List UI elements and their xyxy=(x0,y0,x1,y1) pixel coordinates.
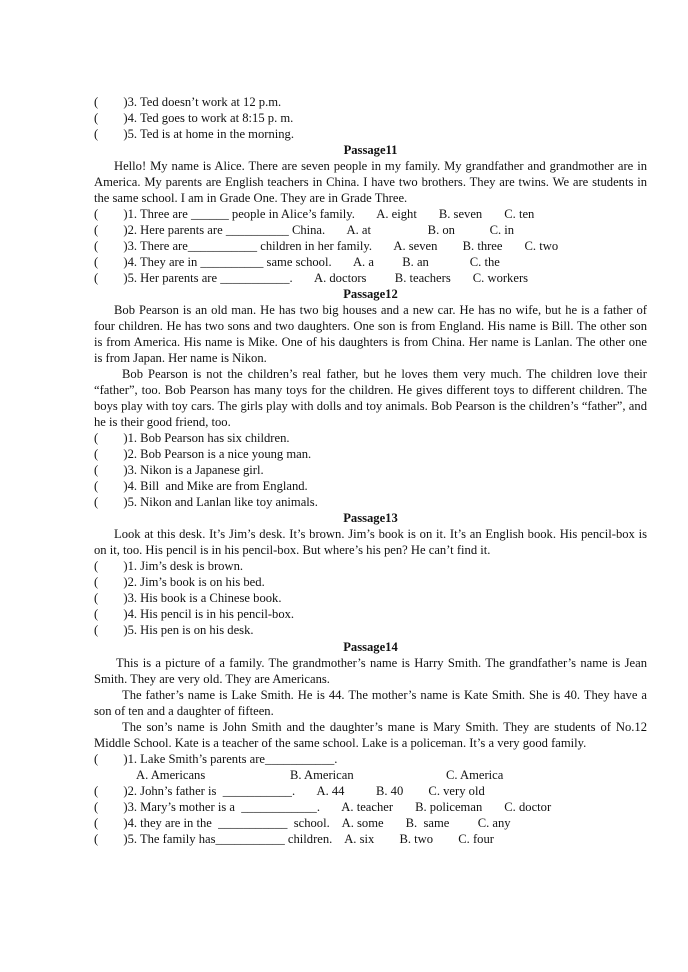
question-line: ( )5. Ted is at home in the morning. xyxy=(94,127,295,141)
passage-title: Passage11 xyxy=(343,143,398,157)
question-line: ( )2. John’s father is ___________. A. 44 B. 40 C. very old xyxy=(94,784,485,798)
passage-title: Passage14 xyxy=(343,640,398,654)
question-line: ( )4. Bill and Mike are from England. xyxy=(94,479,308,493)
question-line: ( )4. They are in __________ same school. A. a B. an C. the xyxy=(94,255,500,269)
passage-paragraph: Look at this desk. It’s Jim’s desk. It’s brown. Jim’s book is on it. It’s an English book. His pencil-box is on it, too. His pencil is in his pencil-box. But where’s his pen? He can’t find it. xyxy=(94,527,647,557)
question-line: ( )1. Bob Pearson has six children. xyxy=(94,431,290,445)
question-line: ( )1. Three are ______ people in Alice’s family. A. eight B. seven C. ten xyxy=(94,207,535,221)
question-line: ( )2. Jim’s book is on his bed. xyxy=(94,575,265,589)
passage-paragraph: The son’s name is John Smith and the daughter’s mane is Mary Smith. They are students of No.12 Middle School. Kate is a teacher of the same school. Lake is a policeman. It’s a very good family. xyxy=(94,720,647,750)
question-line: ( )5. The family has___________ children. A. six B. two C. four xyxy=(94,832,494,846)
passage-title: Passage13 xyxy=(343,511,398,525)
answer-options xyxy=(94,767,647,783)
passage-paragraph: This is a picture of a family. The grandmother’s name is Harry Smith. The grandfather’s name is Jean Smith. They are very old. They are Americans. xyxy=(94,656,647,686)
passage-paragraph: Bob Pearson is an old man. He has two big houses and a new car. He has no wife, but he is a father of four children. He has two sons and two daughters. One son is from England. His name is Bill. The other son is from America. His name is Mike. One of his daughters is from China. Her name is Lanlan. The other one is from Japan. Her name is Nikon. xyxy=(94,303,647,365)
question-line: ( )3. Mary’s mother is a ____________. A. teacher B. policeman C. doctor xyxy=(94,800,552,814)
passage-title: Passage12 xyxy=(343,287,398,301)
question-line: ( )4. His pencil is in his pencil-box. xyxy=(94,607,295,621)
option-c: C. America xyxy=(446,768,504,782)
question-line: ( )3. Nikon is a Japanese girl. xyxy=(94,463,264,477)
question-line: ( )3. There are___________ children in her family. A. seven B. three C. two xyxy=(94,239,559,253)
worksheet-page xyxy=(94,94,647,847)
option-a: A. Americans xyxy=(136,768,206,782)
question-line: ( )2. Here parents are __________ China. A. at B. on C. in xyxy=(94,223,515,237)
question-line: ( )5. Nikon and Lanlan like toy animals. xyxy=(94,495,318,509)
question-line: ( )1. Jim’s desk is brown. xyxy=(94,559,244,573)
question-line: ( )4. they are in the ___________ school. A. some B. same C. any xyxy=(94,816,511,830)
passage-paragraph: Hello! My name is Alice. There are seven people in my family. My grandfather and grandmother are in America. My parents are English teachers in China. I have two brothers. They are twins. We are students in the same school. I am in Grade One. They are in Grade Three. xyxy=(94,159,647,205)
question-line: ( )4. Ted goes to work at 8:15 p. m. xyxy=(94,111,294,125)
passage-paragraph: Bob Pearson is not the children’s real father, but he loves them very much. The children love their “father”, too. Bob Pearson has many toys for the children. He gives different toys to different children. The boys play with toy cars. The girls play with dolls and toy animals. Bob Pearson is the children’s “father”, and he is their good friend, too. xyxy=(94,367,647,429)
question-line: ( )3. His book is a Chinese book. xyxy=(94,591,282,605)
question-line: ( )1. Lake Smith’s parents are___________. xyxy=(94,752,338,766)
passage-paragraph: The father’s name is Lake Smith. He is 44. The mother’s name is Kate Smith. She is 40. They have a son of ten and a daughter of fifteen. xyxy=(94,688,647,718)
option-b: B. American xyxy=(290,768,354,782)
question-line: ( )2. Bob Pearson is a nice young man. xyxy=(94,447,312,461)
question-line: ( )5. His pen is on his desk. xyxy=(94,623,254,637)
question-line: ( )3. Ted doesn’t work at 12 p.m. xyxy=(94,95,282,109)
question-line: ( )5. Her parents are ___________. A. doctors B. teachers C. workers xyxy=(94,271,529,285)
